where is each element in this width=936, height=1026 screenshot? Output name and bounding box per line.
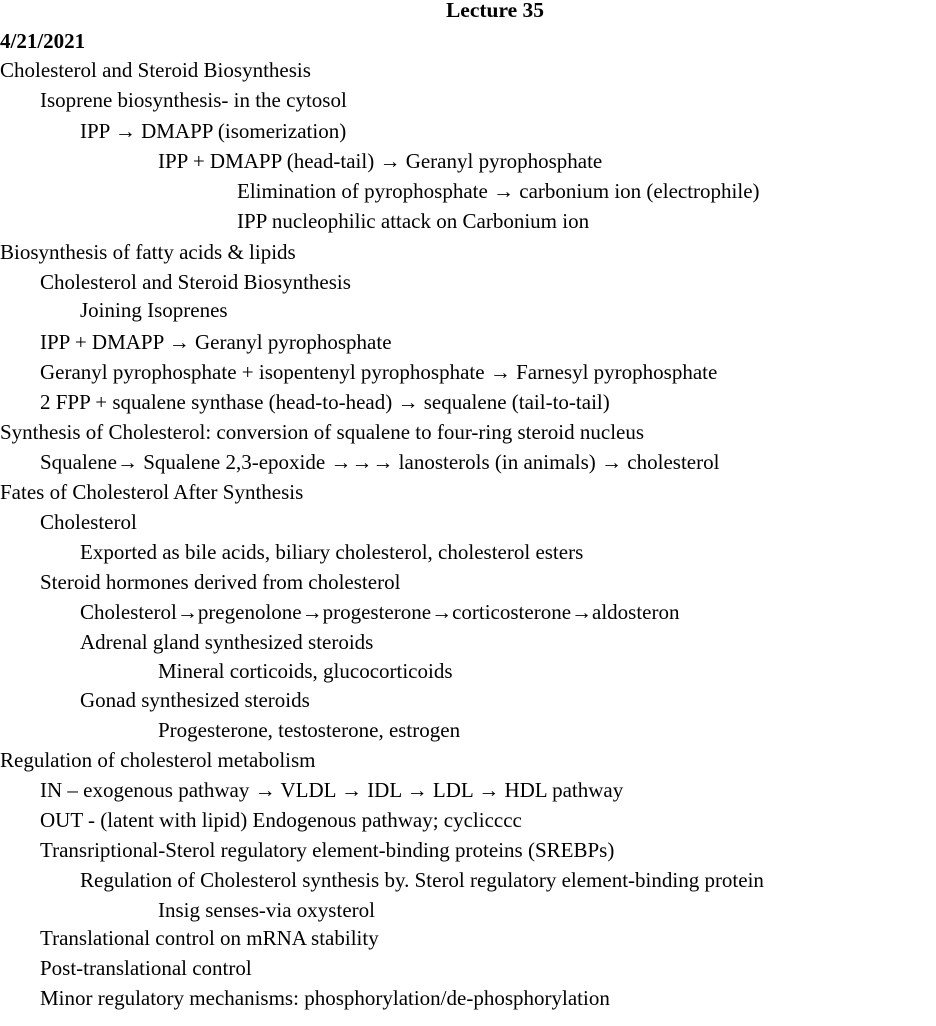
outline-line: Regulation of Cholesterol synthesis by. Sterol regulatory element-binding protein [80,868,764,892]
outline-line: Post-translational control [40,956,252,980]
outline-line: IPP nucleophilic attack on Carbonium ion [237,209,590,233]
outline-line: Adrenal gland synthesized steroids [80,630,374,654]
outline-line: Cholesterol and Steroid Biosynthesis [0,58,311,82]
lecture-title: Lecture 35 [445,0,545,22]
outline-line: OUT - (latent with lipid) Endogenous pathway; cyclicccc [40,808,522,832]
outline-line: Joining Isoprenes [80,298,228,322]
outline-line: Synthesis of Cholesterol: conversion of squalene to four-ring steroid nucleus [0,420,645,444]
outline-line: Cholesterol and Steroid Biosynthesis [40,270,351,294]
outline-line: Biosynthesis of fatty acids & lipids [0,240,296,264]
outline-line: IPP + DMAPP (head-tail) → Geranyl pyrophosphate [158,149,603,173]
outline-line: Cholesterol [40,510,137,534]
outline-line: Geranyl pyrophosphate + isopentenyl pyrophosphate → Farnesyl pyrophosphate [40,360,718,384]
outline-line: IN – exogenous pathway → VLDL → IDL → LDL → HDL pathway [40,778,624,802]
outline-line: IPP + DMAPP → Geranyl pyrophosphate [40,330,392,354]
outline-line: Elimination of pyrophosphate → carbonium ion (electrophile) [237,179,760,203]
outline-line: Gonad synthesized steroids [80,688,310,712]
lecture-date: 4/21/2021 [0,29,86,53]
outline-line: Progesterone, testosterone, estrogen [158,718,461,742]
outline-line: Isoprene biosynthesis- in the cytosol [40,88,347,112]
outline-line: IPP → DMAPP (isomerization) [80,119,347,143]
outline-line: Mineral corticoids, glucocorticoids [158,659,453,683]
outline-line: Translational control on mRNA stability [40,926,379,950]
outline-line: 2 FPP + squalene synthase (head-to-head) → sequalene (tail-to-tail) [40,390,610,414]
outline-line: Insig senses-via oxysterol [158,898,375,922]
outline-line: Exported as bile acids, biliary cholesterol, cholesterol esters [80,540,584,564]
outline-line: Minor regulatory mechanisms: phosphorylation/de-phosphorylation [40,986,610,1010]
outline-line: Regulation of cholesterol metabolism [0,748,316,772]
outline-line: Fates of Cholesterol After Synthesis [0,480,304,504]
outline-line: Steroid hormones derived from cholesterol [40,570,401,594]
outline-line: Transriptional-Sterol regulatory element-binding proteins (SREBPs) [40,838,615,862]
outline-line: Squalene→ Squalene 2,3-epoxide →→→ lanosterols (in animals) → cholesterol [40,450,720,474]
outline-line: Cholesterol→pregenolone→progesterone→corticosterone→aldosteron [80,600,680,624]
